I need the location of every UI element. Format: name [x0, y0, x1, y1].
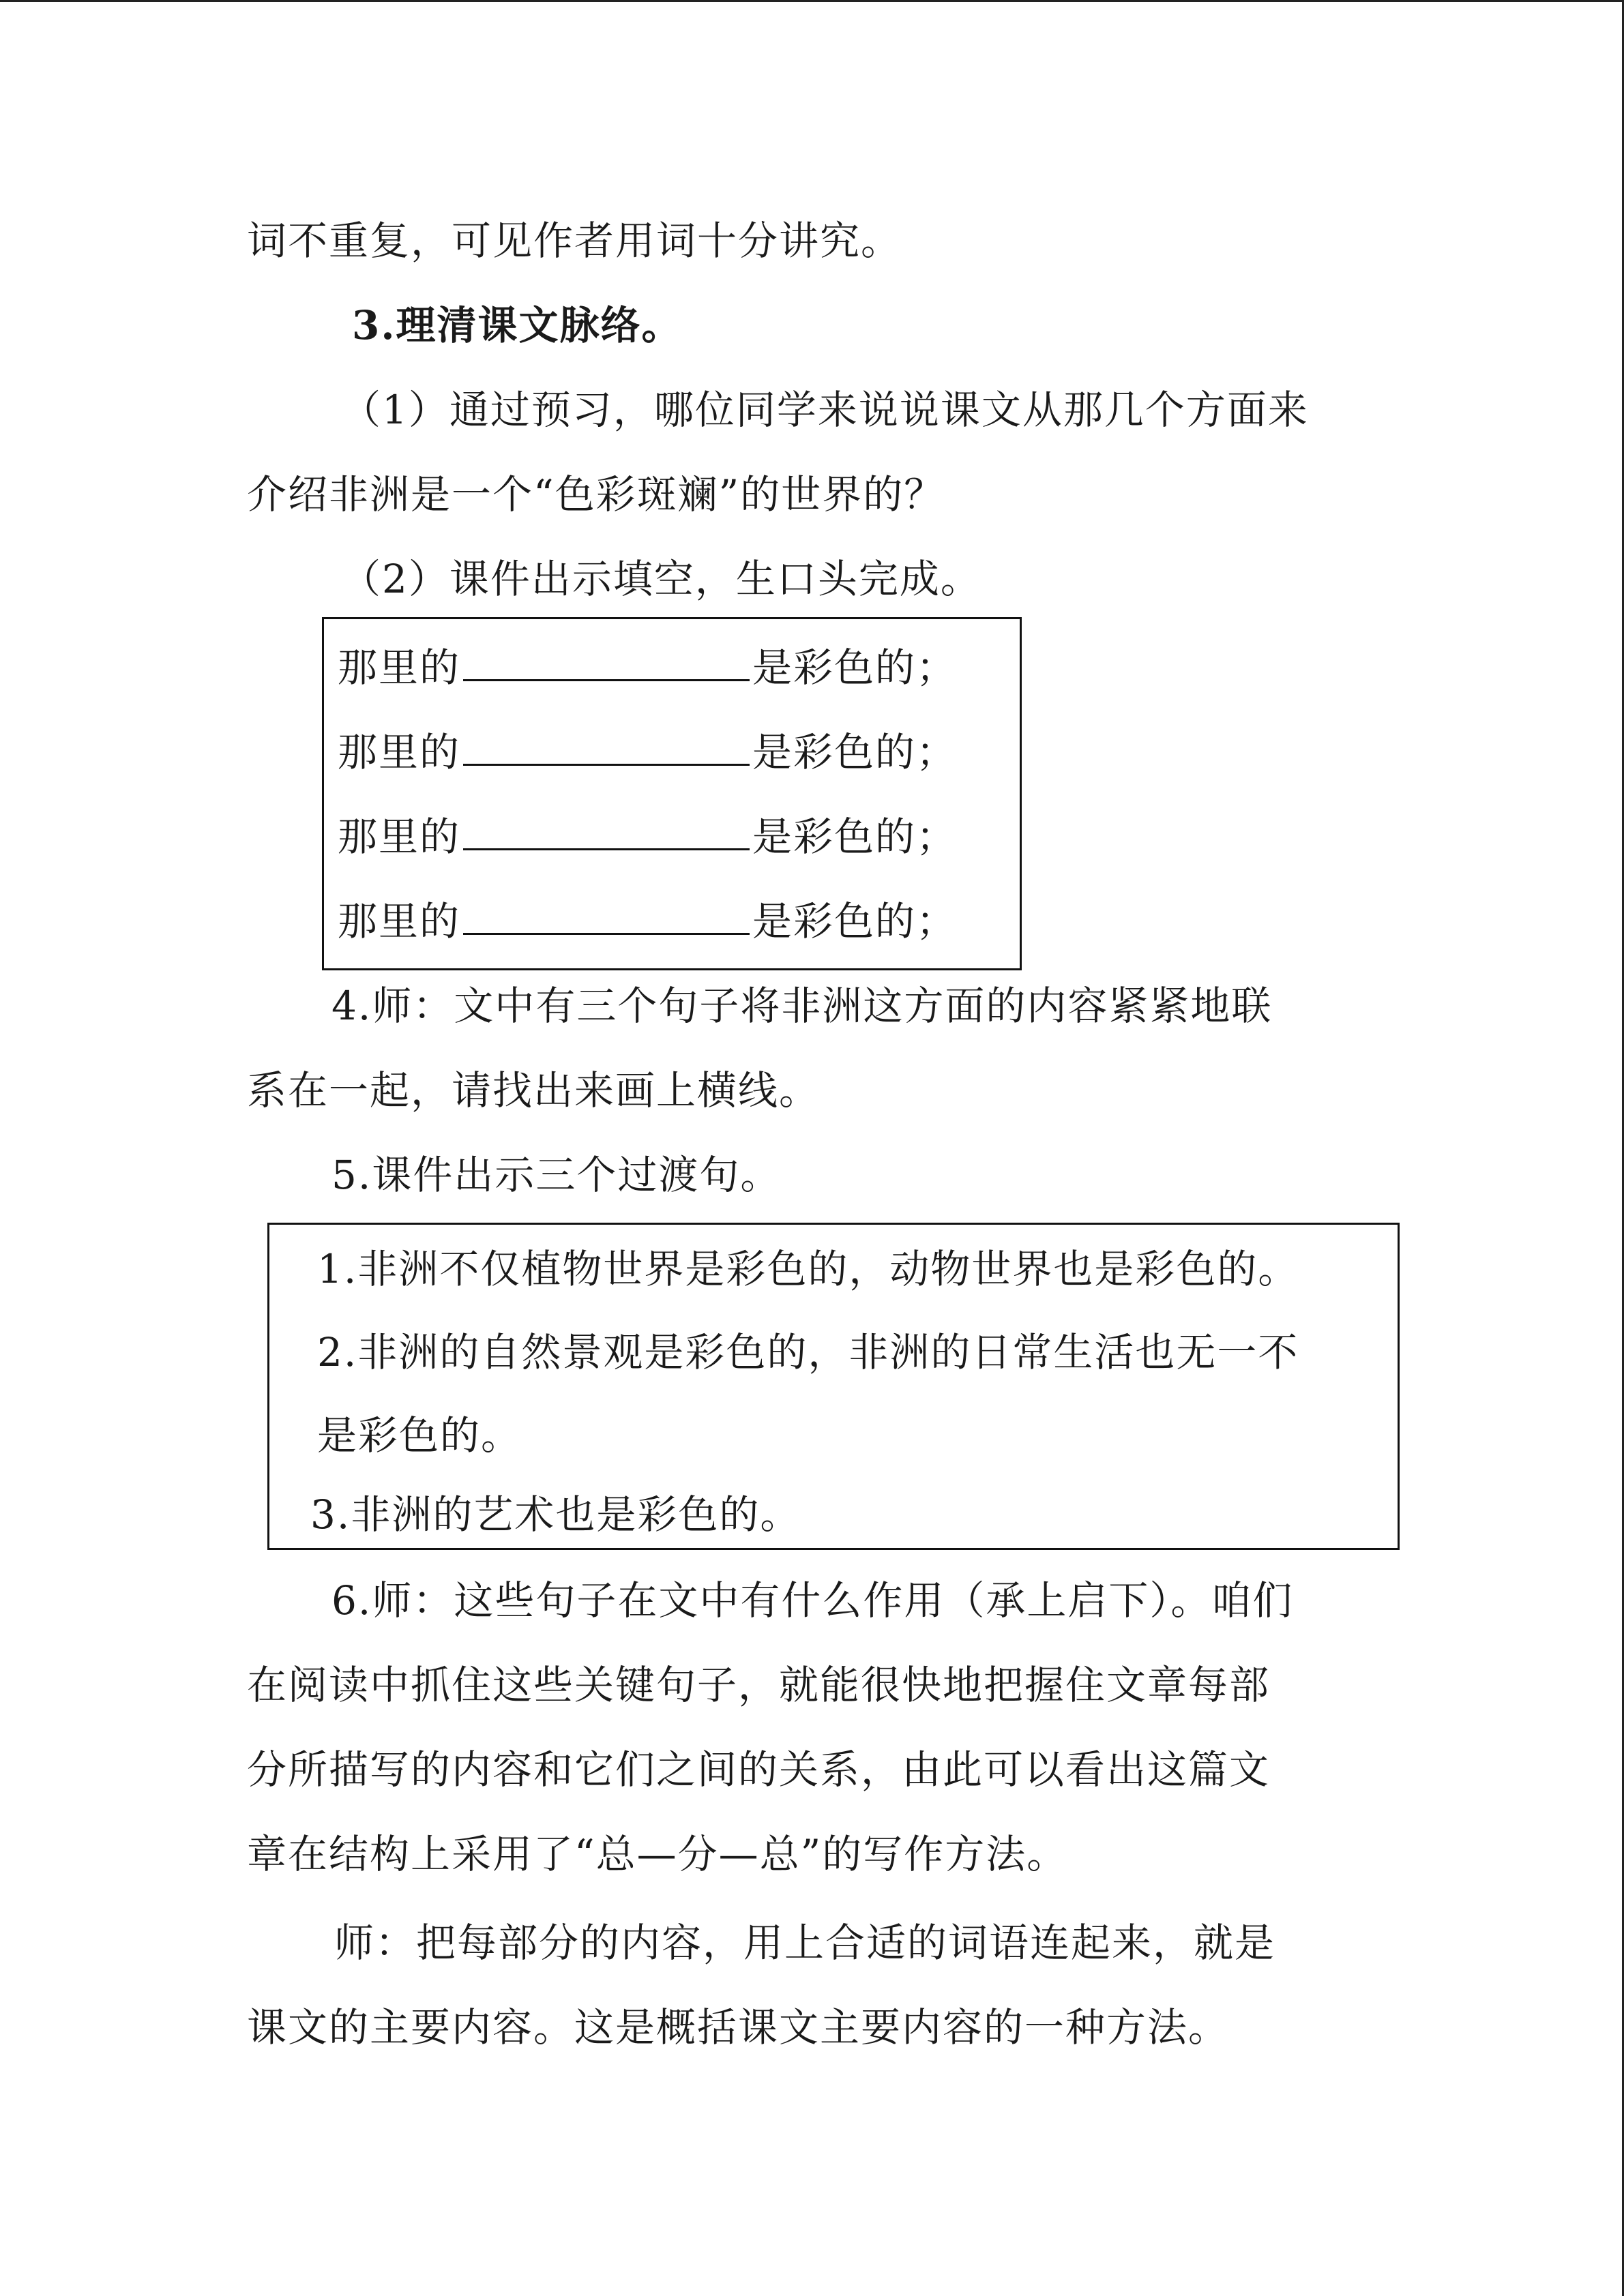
transition-sentence: 是彩色的。: [317, 1412, 522, 1459]
fill-row-prefix: 那里的: [338, 898, 461, 944]
fill-row-suffix: 是彩色的；: [752, 644, 958, 691]
section-heading: 3.理清课文脉络。: [352, 302, 683, 348]
paragraph-line: 课文的主要内容。这是概括课文主要内容的一种方法。: [247, 2004, 1230, 2051]
fill-row-prefix: 那里的: [338, 644, 461, 691]
fill-row-prefix: 那里的: [338, 814, 461, 860]
transition-sentence: 1.非洲不仅植物世界是彩色的，动物世界也是彩色的。: [317, 1246, 1299, 1292]
blank-line: [463, 809, 750, 850]
blank-line: [463, 893, 750, 935]
fill-row-suffix: 是彩色的；: [752, 729, 958, 775]
paragraph-line: 分所描写的内容和它们之间的关系，由此可以看出这篇文: [247, 1746, 1271, 1793]
fill-row: [338, 640, 957, 691]
transition-sentence: 2.非洲的自然景观是彩色的，非洲的日常生活也无一不: [317, 1329, 1299, 1375]
paragraph-line: 4.师：文中有三个句子将非洲这方面的内容紧紧地联: [331, 983, 1273, 1029]
fill-row-suffix: 是彩色的；: [752, 814, 958, 860]
transition-sentences-box: [267, 1223, 1400, 1550]
paragraph-line: 在阅读中抓住这些关键句子，就能很快地把握住文章每部: [247, 1662, 1271, 1708]
paragraph-line: （1）通过预习，哪位同学来说说课文从那几个方面来: [341, 387, 1309, 433]
fill-row-prefix: 那里的: [338, 729, 461, 775]
fill-row: [338, 724, 957, 776]
paragraph-line: （2）课件出示填空，生口头完成。: [341, 556, 981, 602]
fill-in-blank-box: [322, 617, 1022, 970]
fill-row: [338, 809, 957, 861]
transition-sentence: 3.非洲的艺术也是彩色的。: [310, 1491, 801, 1538]
page-border-top: [0, 0, 1624, 2]
paragraph-line: 师：把每部分的内容，用上合适的词语连起来，就是: [334, 1920, 1276, 1966]
fill-row: [338, 893, 957, 945]
blank-line: [463, 724, 750, 766]
paragraph-line: 章在结构上采用了“总—分—总”的写作方法。: [247, 1831, 1068, 1877]
paragraph-line: 5.课件出示三个过渡句。: [331, 1152, 782, 1198]
paragraph-line: 词不重复，可见作者用词十分讲究。: [247, 218, 902, 264]
paragraph-line: 介绍非洲是一个“色彩斑斓”的世界的？: [247, 471, 945, 518]
paragraph-line: 6.师：这些句子在文中有什么作用（承上启下）。咱们: [331, 1577, 1294, 1624]
fill-row-suffix: 是彩色的；: [752, 898, 958, 944]
blank-line: [463, 640, 750, 681]
paragraph-line: 系在一起，请找出来画上横线。: [247, 1067, 821, 1114]
